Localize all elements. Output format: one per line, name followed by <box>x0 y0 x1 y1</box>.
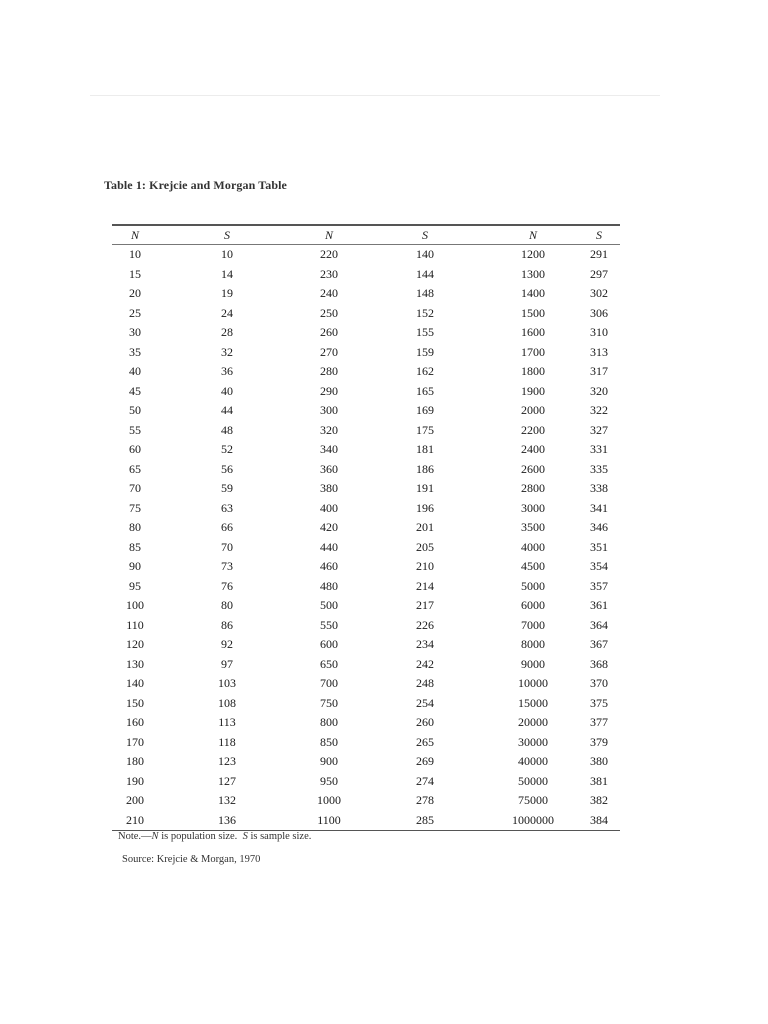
header-s-3: S <box>578 225 620 245</box>
table-cell: 162 <box>416 364 434 378</box>
table-cell: 274 <box>416 773 434 788</box>
table-cell: 900 <box>320 754 338 768</box>
table-cell: 341 <box>590 500 608 515</box>
table-cell: 52 <box>221 442 233 456</box>
table-cell: 5000 <box>521 578 545 593</box>
table-cell: 136 <box>158 811 296 831</box>
table-cell: 20 <box>129 286 141 300</box>
note-n-text: is population size. <box>158 831 238 842</box>
table-cell: 19 <box>221 286 233 300</box>
table-cell: 10 <box>129 247 141 261</box>
table-cell: 40 <box>221 383 233 398</box>
table-cell: 1800 <box>521 364 545 378</box>
table-cell: 1400 <box>521 286 545 300</box>
table-cell: 6000 <box>521 598 545 612</box>
table-cell: 379 <box>590 734 608 749</box>
table-cell: 254 <box>416 695 434 710</box>
table-cell: 50 <box>129 403 141 417</box>
table-cell: 130 <box>126 656 144 671</box>
table-row <box>112 577 620 597</box>
table-row <box>112 772 620 792</box>
table-cell: 150 <box>126 695 144 710</box>
table-row <box>112 401 620 421</box>
table-cell: 40000 <box>518 754 548 768</box>
table-cell: 144 <box>416 266 434 281</box>
table-cell: 380 <box>320 481 338 495</box>
table-cell: 368 <box>590 656 608 671</box>
table-cell: 32 <box>221 344 233 359</box>
table-cell: 1900 <box>521 383 545 398</box>
table-cell: 181 <box>416 442 434 456</box>
table-row <box>112 694 620 714</box>
table-row <box>112 323 620 343</box>
table-cell: 15 <box>129 266 141 281</box>
table-body <box>112 245 620 831</box>
table-row <box>112 499 620 519</box>
table-source: Source: Krejcie & Morgan, 1970 <box>122 854 261 865</box>
table-cell: 331 <box>590 442 608 456</box>
table-cell: 220 <box>320 247 338 261</box>
note-prefix: Note.— <box>118 831 152 842</box>
table-cell: 155 <box>416 325 434 339</box>
header-n-3: N <box>488 225 578 245</box>
table-cell: 9000 <box>521 656 545 671</box>
table-row <box>112 713 620 733</box>
table-cell: 354 <box>590 559 608 573</box>
table-cell: 322 <box>590 403 608 417</box>
table-cell: 159 <box>416 344 434 359</box>
table-cell: 200 <box>126 793 144 807</box>
table-cell: 30000 <box>518 734 548 749</box>
table-row <box>112 557 620 577</box>
table-row <box>112 518 620 538</box>
table-cell: 360 <box>320 461 338 476</box>
table-row <box>112 479 620 499</box>
table-cell: 92 <box>221 637 233 651</box>
table-cell: 127 <box>218 773 236 788</box>
table-cell: 140 <box>416 247 434 261</box>
table-cell: 55 <box>129 422 141 437</box>
table-cell: 300 <box>320 403 338 417</box>
table-header-row <box>112 225 620 245</box>
table-cell: 480 <box>320 578 338 593</box>
table-cell: 7000 <box>521 617 545 632</box>
table-row <box>112 304 620 324</box>
table-cell: 45 <box>129 383 141 398</box>
table-row <box>112 733 620 753</box>
table-cell: 310 <box>590 325 608 339</box>
table-cell: 66 <box>221 520 233 534</box>
table-cell: 377 <box>590 715 608 729</box>
table-cell: 500 <box>320 598 338 612</box>
table-cell: 384 <box>578 811 620 831</box>
table-cell: 380 <box>590 754 608 768</box>
table-cell: 382 <box>590 793 608 807</box>
table-cell: 97 <box>221 656 233 671</box>
table-row <box>112 460 620 480</box>
table-cell: 351 <box>590 539 608 554</box>
table-cell: 950 <box>320 773 338 788</box>
table-cell: 313 <box>590 344 608 359</box>
table-row <box>112 811 620 831</box>
header-n-1: N <box>112 225 158 245</box>
table-cell: 306 <box>590 305 608 320</box>
table-cell: 700 <box>320 676 338 690</box>
table-cell: 400 <box>320 500 338 515</box>
table-cell: 95 <box>129 578 141 593</box>
table-cell: 285 <box>362 811 488 831</box>
table-cell: 1700 <box>521 344 545 359</box>
table-cell: 600 <box>320 637 338 651</box>
table-cell: 302 <box>590 286 608 300</box>
table-cell: 214 <box>416 578 434 593</box>
table-cell: 48 <box>221 422 233 437</box>
table-cell: 90 <box>129 559 141 573</box>
table-cell: 320 <box>590 383 608 398</box>
table-cell: 290 <box>320 383 338 398</box>
header-s-2: S <box>362 225 488 245</box>
table-cell: 370 <box>590 676 608 690</box>
table-cell: 460 <box>320 559 338 573</box>
table-cell: 118 <box>218 734 236 749</box>
table-cell: 240 <box>320 286 338 300</box>
table-row <box>112 655 620 675</box>
table-cell: 190 <box>126 773 144 788</box>
table-cell: 357 <box>590 578 608 593</box>
sample-size-table <box>112 224 620 831</box>
header-s-1: S <box>158 225 296 245</box>
table-cell: 291 <box>590 247 608 261</box>
table-cell: 361 <box>590 598 608 612</box>
table-cell: 108 <box>218 695 236 710</box>
table-cell: 260 <box>320 325 338 339</box>
table-cell: 24 <box>221 305 233 320</box>
table-cell: 36 <box>221 364 233 378</box>
table-cell: 346 <box>590 520 608 534</box>
table-cell: 800 <box>320 715 338 729</box>
table-cell: 110 <box>126 617 144 632</box>
table-cell: 265 <box>416 734 434 749</box>
table-cell: 3500 <box>521 520 545 534</box>
table-cell: 2600 <box>521 461 545 476</box>
table-cell: 8000 <box>521 637 545 651</box>
table-cell: 420 <box>320 520 338 534</box>
table-cell: 132 <box>218 793 236 807</box>
table-cell: 196 <box>416 500 434 515</box>
header-n-2: N <box>296 225 362 245</box>
table-row <box>112 284 620 304</box>
table-cell: 103 <box>218 676 236 690</box>
table-cell: 25 <box>129 305 141 320</box>
table-cell: 160 <box>126 715 144 729</box>
table-cell: 73 <box>221 559 233 573</box>
table-cell: 20000 <box>518 715 548 729</box>
table-cell: 320 <box>320 422 338 437</box>
table-cell: 1000 <box>317 793 341 807</box>
table-cell: 210 <box>416 559 434 573</box>
table-cell: 120 <box>126 637 144 651</box>
note-s-text: is sample size. <box>247 831 312 842</box>
table-cell: 100 <box>126 598 144 612</box>
table-cell: 14 <box>221 266 233 281</box>
table-cell: 364 <box>590 617 608 632</box>
table-cell: 152 <box>416 305 434 320</box>
table-cell: 15000 <box>518 695 548 710</box>
table-cell: 550 <box>320 617 338 632</box>
table-cell: 338 <box>590 481 608 495</box>
table-cell: 297 <box>590 266 608 281</box>
table-cell: 65 <box>129 461 141 476</box>
table-cell: 175 <box>416 422 434 437</box>
table-row <box>112 265 620 285</box>
table-note <box>118 831 311 842</box>
table-cell: 28 <box>221 325 233 339</box>
table-cell: 440 <box>320 539 338 554</box>
table-cell: 1600 <box>521 325 545 339</box>
table-cell: 70 <box>221 539 233 554</box>
table-row <box>112 538 620 558</box>
table-cell: 335 <box>590 461 608 476</box>
table-cell: 148 <box>416 286 434 300</box>
table-cell: 226 <box>416 617 434 632</box>
table-cell: 217 <box>416 598 434 612</box>
table-cell: 234 <box>416 637 434 651</box>
table-cell: 76 <box>221 578 233 593</box>
table-cell: 4000 <box>521 539 545 554</box>
table-cell: 35 <box>129 344 141 359</box>
table-cell: 269 <box>416 754 434 768</box>
table-cell: 650 <box>320 656 338 671</box>
table-cell: 260 <box>416 715 434 729</box>
table-cell: 180 <box>126 754 144 768</box>
table-row <box>112 245 620 265</box>
table-row <box>112 791 620 811</box>
table-cell: 85 <box>129 539 141 554</box>
table-row <box>112 440 620 460</box>
table-cell: 1300 <box>521 266 545 281</box>
table-row <box>112 362 620 382</box>
table-cell: 86 <box>221 617 233 632</box>
table-cell: 317 <box>590 364 608 378</box>
table-cell: 242 <box>416 656 434 671</box>
table-cell: 60 <box>129 442 141 456</box>
table-cell: 44 <box>221 403 233 417</box>
table-cell: 113 <box>218 715 236 729</box>
table-cell: 2400 <box>521 442 545 456</box>
table-cell: 2200 <box>521 422 545 437</box>
table-cell: 186 <box>416 461 434 476</box>
table-row <box>112 596 620 616</box>
table-row <box>112 752 620 772</box>
table-row <box>112 616 620 636</box>
table-cell: 75 <box>129 500 141 515</box>
table-cell: 340 <box>320 442 338 456</box>
table-row <box>112 635 620 655</box>
table-cell: 850 <box>320 734 338 749</box>
table-cell: 30 <box>129 325 141 339</box>
table-cell: 40 <box>129 364 141 378</box>
table-caption: Table 1: Krejcie and Morgan Table <box>104 178 287 192</box>
table-cell: 169 <box>416 403 434 417</box>
table-cell: 10000 <box>518 676 548 690</box>
table-cell: 367 <box>590 637 608 651</box>
table-cell: 80 <box>221 598 233 612</box>
sample-size-table-container <box>112 224 620 831</box>
table-cell: 201 <box>416 520 434 534</box>
table-cell: 75000 <box>518 793 548 807</box>
table-row <box>112 343 620 363</box>
table-cell: 205 <box>416 539 434 554</box>
table-cell: 165 <box>416 383 434 398</box>
table-cell: 375 <box>590 695 608 710</box>
table-cell: 248 <box>416 676 434 690</box>
table-cell: 1100 <box>296 811 362 831</box>
note-s-symbol: S <box>242 831 248 842</box>
table-cell: 191 <box>416 481 434 495</box>
table-cell: 1200 <box>521 247 545 261</box>
table-cell: 50000 <box>518 773 548 788</box>
note-n-symbol: N <box>151 831 159 842</box>
table-cell: 230 <box>320 266 338 281</box>
table-cell: 70 <box>129 481 141 495</box>
table-cell: 280 <box>320 364 338 378</box>
table-cell: 750 <box>320 695 338 710</box>
table-row <box>112 421 620 441</box>
table-cell: 327 <box>590 422 608 437</box>
table-cell: 170 <box>126 734 144 749</box>
top-divider <box>90 95 660 96</box>
table-row <box>112 674 620 694</box>
table-row <box>112 382 620 402</box>
table-cell: 10 <box>221 247 233 261</box>
table-cell: 56 <box>221 461 233 476</box>
table-cell: 140 <box>126 676 144 690</box>
table-cell: 1500 <box>521 305 545 320</box>
table-cell: 1000000 <box>488 811 578 831</box>
table-cell: 278 <box>416 793 434 807</box>
table-cell: 381 <box>590 773 608 788</box>
table-cell: 59 <box>221 481 233 495</box>
table-cell: 2800 <box>521 481 545 495</box>
table-cell: 210 <box>112 811 158 831</box>
table-cell: 250 <box>320 305 338 320</box>
table-cell: 3000 <box>521 500 545 515</box>
table-cell: 123 <box>218 754 236 768</box>
table-cell: 80 <box>129 520 141 534</box>
table-cell: 270 <box>320 344 338 359</box>
table-cell: 2000 <box>521 403 545 417</box>
table-cell: 4500 <box>521 559 545 573</box>
table-cell: 63 <box>221 500 233 515</box>
